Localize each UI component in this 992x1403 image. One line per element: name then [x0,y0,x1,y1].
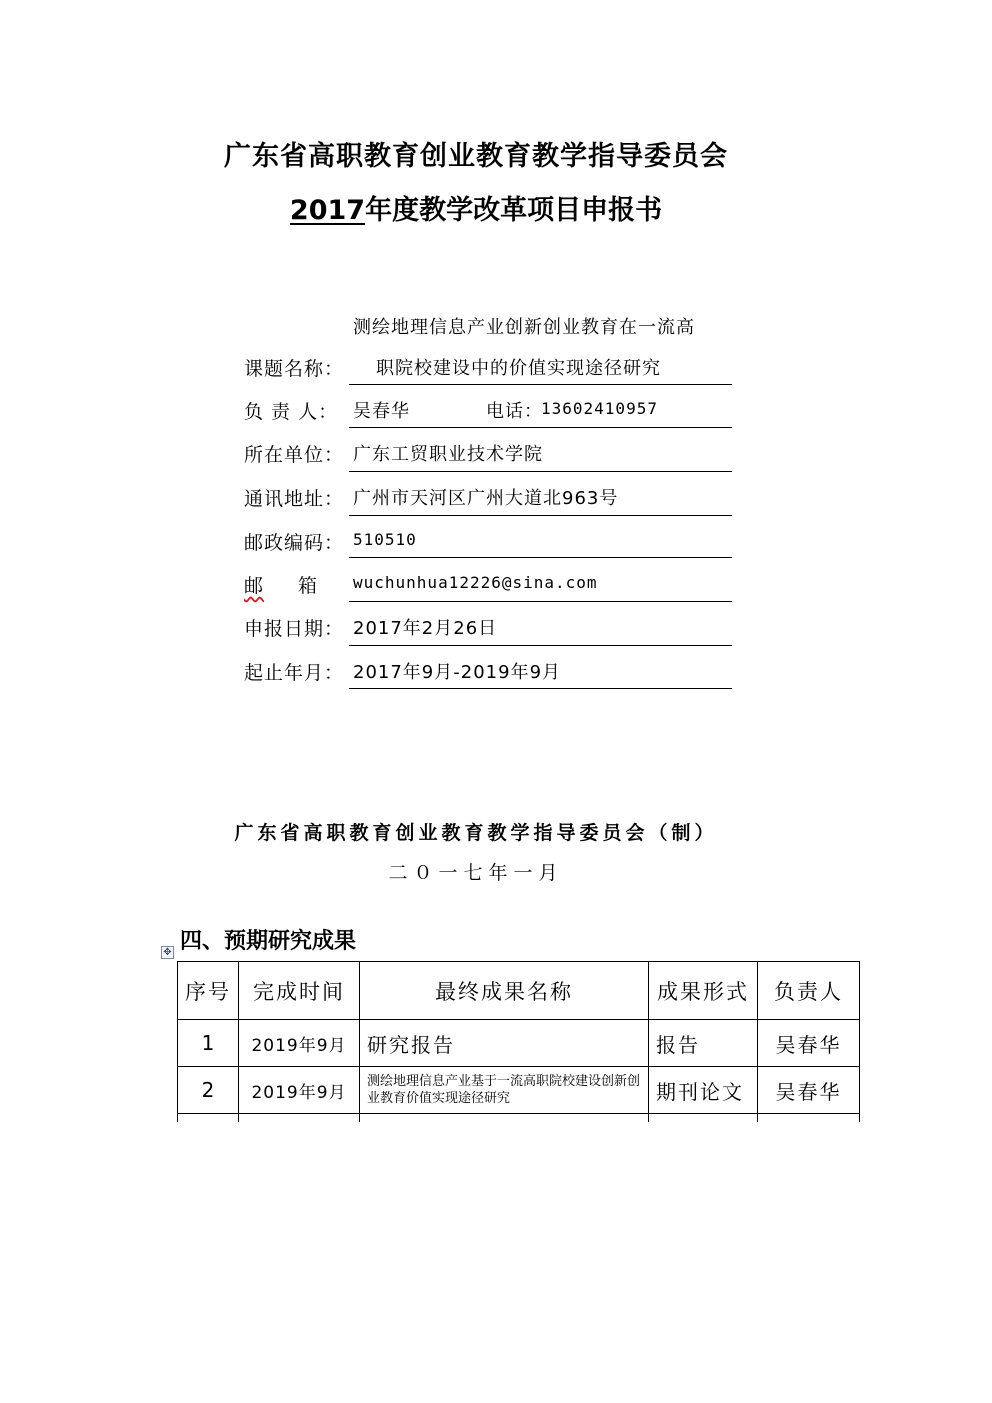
email-underline [349,601,732,602]
table-move-handle-icon[interactable]: ✥ [161,946,174,959]
partial-cell [239,1114,360,1123]
leader-label: 负 责 人： [244,401,339,423]
phone-value: 13602410957 [541,399,658,418]
period-label: 起止年月： [244,662,345,684]
row-time: 2019年9月 [239,1020,360,1067]
postcode-value: 510510 [353,530,417,549]
address-underline [349,515,732,516]
row-no: 1 [178,1020,239,1067]
apply-date-value: 2017年2月26日 [353,618,498,639]
row-name: 测绘地理信息产业基于一流高职院校建设创新创业教育价值实现途径研究 [360,1067,649,1114]
header-time: 完成时间 [239,962,360,1020]
unit-value: 广东工贸职业技术学院 [353,444,543,465]
topic-line-1: 测绘地理信息产业创新创业教育在一流高 [353,317,695,338]
address-value: 广州市天河区广州大道北963号 [353,488,619,509]
issuer-text: 广东省高职教育创业教育教学指导委员会（制） [234,822,718,844]
email-label-first: 邮 [244,575,265,597]
results-table [177,961,860,1122]
document-title: 广东省高职教育创业教育教学指导委员会 [224,141,728,172]
email-label-second: 箱 [298,575,319,597]
row-form: 报告 [649,1020,758,1067]
leader-underline [349,427,732,428]
phone-label: 电话： [486,401,543,422]
topic-label: 课题名称： [244,358,345,380]
postcode-underline [349,557,732,558]
row-owner: 吴春华 [758,1067,860,1114]
header-no: 序号 [178,962,239,1020]
section-title: 四、预期研究成果 [180,929,357,954]
row-no: 2 [178,1067,239,1114]
postcode-label: 邮政编码： [244,532,345,554]
row-form: 期刊论文 [649,1067,758,1114]
row-owner: 吴春华 [758,1020,860,1067]
topic-line-2: 职院校建设中的价值实现途径研究 [376,358,661,379]
partial-cell [360,1114,649,1123]
row-name: 研究报告 [360,1020,649,1067]
email-value: wuchunhua12226@sina.com [353,573,598,592]
partial-cell [649,1114,758,1123]
address-label: 通讯地址： [244,488,345,510]
unit-label: 所在单位： [244,444,345,466]
table-row [178,1020,860,1067]
partial-cell [178,1114,239,1123]
period-value: 2017年9月-2019年9月 [353,662,562,683]
issue-date: 二０一七年一月 [388,862,564,884]
document-subtitle [0,188,952,227]
apply-date-underline [349,645,732,646]
table-header-row [178,962,860,1020]
unit-underline [349,471,732,472]
table-row-partial [178,1114,860,1123]
row-time: 2019年9月 [239,1067,360,1114]
header-owner: 负责人 [758,962,860,1020]
table-row [178,1067,860,1114]
document-subtitle-rest: 年度教学改革项目申报书 [365,195,663,226]
partial-cell [758,1114,860,1123]
leader-value: 吴春华 [353,401,410,422]
apply-date-label: 申报日期： [244,618,345,640]
document-year: 2017 [289,195,366,226]
topic-underline [349,384,732,385]
period-underline [349,688,732,689]
header-name: 最终成果名称 [360,962,649,1020]
header-form: 成果形式 [649,962,758,1020]
